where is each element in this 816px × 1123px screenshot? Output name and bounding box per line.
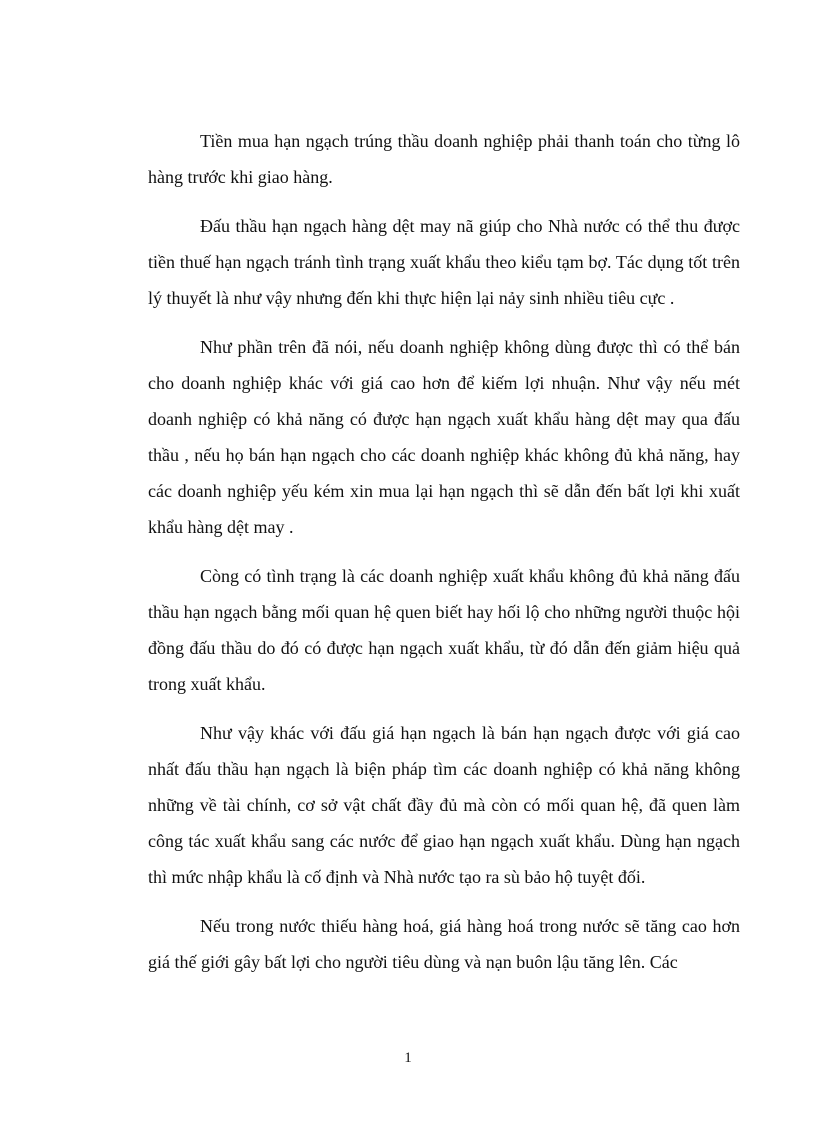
page-number: 1 xyxy=(404,1050,412,1066)
paragraph-4: Còng có tình trạng là các doanh nghiệp xuất khẩu không đủ khả năng đấu thầu hạn ngạch bằng mối quan hệ quen biết hay hối lộ cho những người thuộc hội đồng đấu thầu do đó có được hạn ngạch xuất khẩu, từ đó dẫn đến giảm hiệu quả trong xuất khẩu. xyxy=(148,566,740,694)
paragraph-1: Tiền mua hạn ngạch trúng thầu doanh nghiệp phải thanh toán cho từng lô hàng trước khi giao hàng. xyxy=(148,131,740,187)
paragraph-2: Đấu thầu hạn ngạch hàng dệt may nã giúp cho Nhà nước có thể thu được tiền thuế hạn ngạch tránh tình trạng xuất khẩu theo kiểu tạm bợ. Tác dụng tốt trên lý thuyết là như vậy nhưng đến khi thực hiện lại nảy sinh nhiều tiêu cực . xyxy=(148,216,740,308)
body-text xyxy=(148,123,740,993)
paragraph-3: Như phần trên đã nói, nếu doanh nghiệp không dùng được thì có thể bán cho doanh nghiệp khác với giá cao hơn để kiếm lợi nhuận. Như vậy nếu mét doanh nghiệp có khả năng có được hạn ngạch xuất khẩu hàng dệt may qua đấu thầu , nếu họ bán hạn ngạch cho các doanh nghiệp khác không đủ khả năng, hay các doanh nghiệp yếu kém xin mua lại hạn ngạch thì sẽ dẫn đến bất lợi khi xuất khẩu hàng dệt may . xyxy=(148,337,740,537)
paragraph-6: Nếu trong nước thiếu hàng hoá, giá hàng hoá trong nước sẽ tăng cao hơn giá thế giới gây bất lợi cho người tiêu dùng và nạn buôn lậu tăng lên. Các xyxy=(148,916,740,972)
paragraph-5: Như vậy khác với đấu giá hạn ngạch là bán hạn ngạch được với giá cao nhất đấu thầu hạn ngạch là biện pháp tìm các doanh nghiệp có khả năng không những về tài chính, cơ sở vật chất đầy đủ mà còn có mối quan hệ, đã quen làm công tác xuất khẩu sang các nước để giao hạn ngạch xuất khẩu. Dùng hạn ngạch thì mức nhập khẩu là cố định và Nhà nước tạo ra sù bảo hộ tuyệt đối. xyxy=(148,723,740,887)
